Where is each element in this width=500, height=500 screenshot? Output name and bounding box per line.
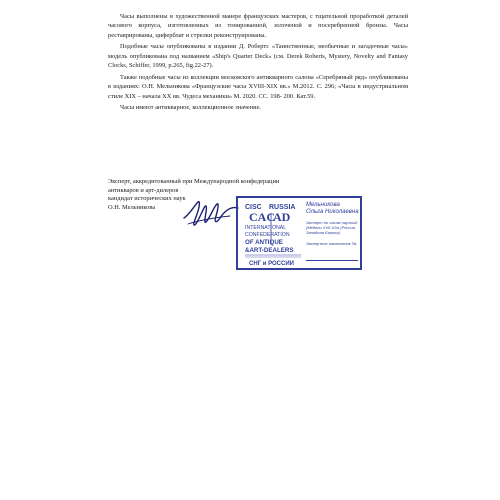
expert-line-2: антикваров и арт-дилеров [108, 186, 179, 194]
expert-line-1: Эксперт, аккредитованный при Международной конфедерации [108, 178, 280, 185]
svg-text:CONFEDERATION: CONFEDERATION [245, 232, 290, 238]
svg-text:INTERNATIONAL: INTERNATIONAL [245, 225, 287, 231]
svg-text:СНГ и РОССИИ: СНГ и РОССИИ [249, 261, 294, 267]
svg-text:CAC: CAC [249, 210, 275, 224]
svg-text:CISC: CISC [245, 204, 262, 211]
stamp-conclusion-number [306, 241, 362, 246]
stamp-details [306, 202, 362, 246]
paragraph-4: Часы имеют антикварное, коллекционное значение. [120, 104, 262, 112]
svg-text:AD: AD [273, 210, 291, 224]
stamp-underline [306, 260, 358, 261]
expert-line-3: кандидат исторических наук [108, 195, 186, 203]
confederation-seal-icon [243, 201, 303, 267]
stamp-line-label: Экспертное заключение № [306, 241, 357, 246]
paragraph-3: Также подобные часы из коллекции московского антикварного салона «Серебряный ряд» опубликованы в изданиях: О.Н. Мельникова «Французские часы XVIII-XIX вв.» М.2012. С. 296; «Часы в индустриальном стиле XIX – начала XX вв. Чудеса механики» М. 2020. СС. 198- 200. Кат.59. [108, 73, 408, 100]
expert-line-4: О.Н. Мельникова [108, 203, 156, 211]
paragraph-1: Часы выполнены в художественной манере французских мастеров, с тщательной проработкой деталей часового корпуса, изготовленных из тонированной, золоченой и посеребренной бронзы. Часы реставрированы, циферблат и стрелки реконструированы. [108, 13, 408, 39]
expert-stamp [236, 196, 362, 270]
svg-text:OF ANTIQUE: OF ANTIQUE [245, 239, 283, 246]
stamp-name-line-1: Мельникова [306, 202, 340, 208]
svg-text:&ART-DEALERS: &ART-DEALERS [245, 247, 294, 254]
svg-text:RUSSIA: RUSSIA [269, 204, 296, 211]
stamp-specialization: Эксперт по часам научный (Мебели XVII-XXв (Россия, Западная Европа) [306, 220, 358, 235]
body-text [108, 12, 408, 115]
stamp-name-line-2: Ольга Николаевна [306, 209, 359, 215]
paragraph-2: Подобные часы опубликованы в издании Д. Робертс «Таинственные, необычные и загадочные часы» модель опубликована под названием «Ship's Quarter Deck» (см. Derek Roberts, Mystery, Novelty and Fantasy Clocks, Schiffer, 1999, p.265, fig.22-27). [108, 43, 408, 70]
